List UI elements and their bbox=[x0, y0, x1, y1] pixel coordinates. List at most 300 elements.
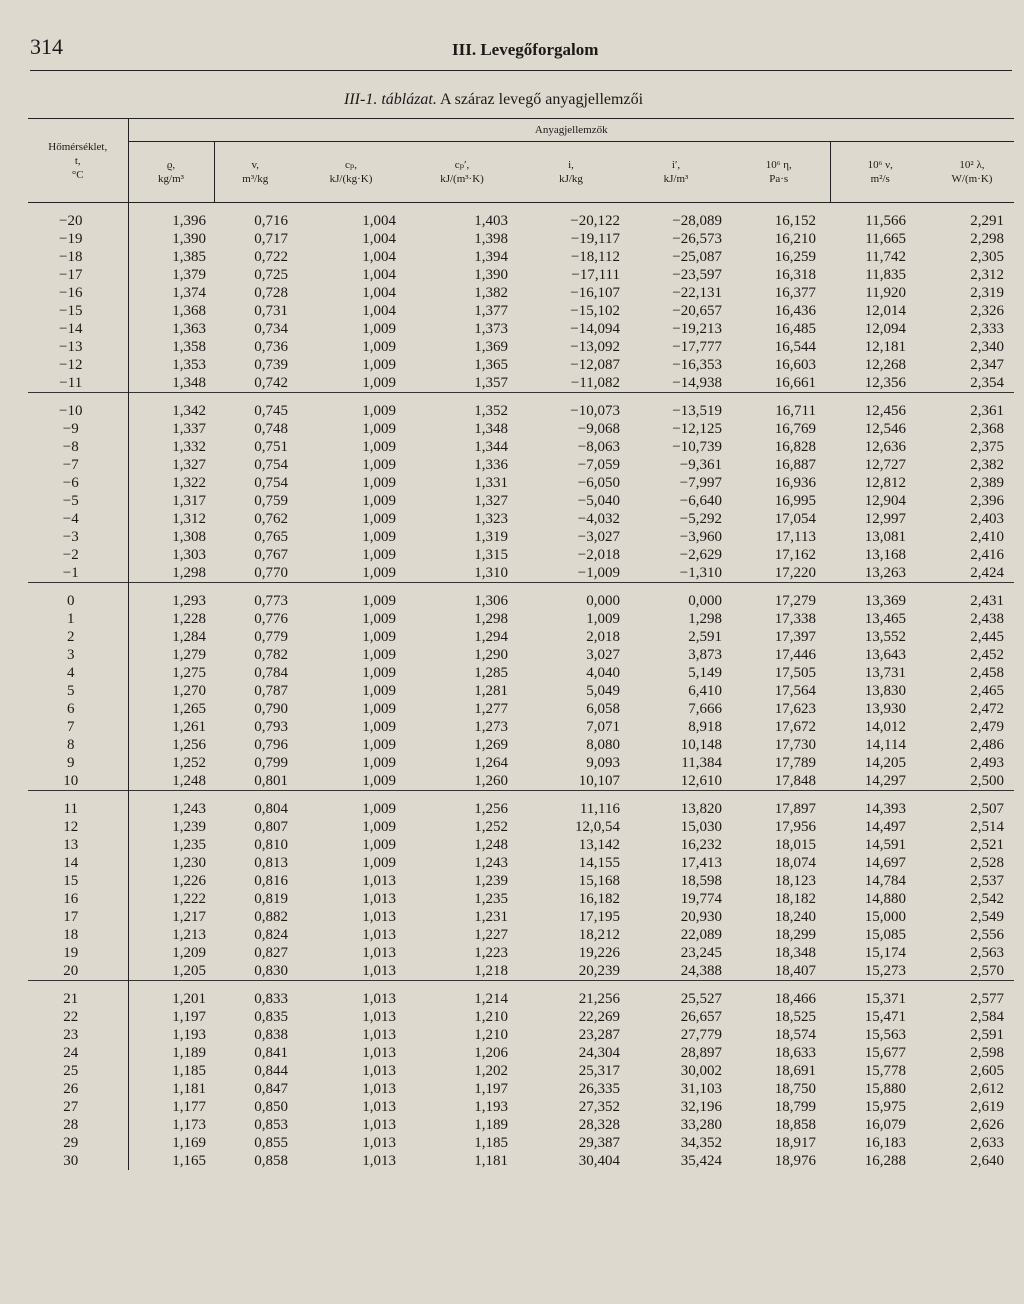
value-cell: −6,640 bbox=[679, 493, 722, 509]
value-cell: 17,564 bbox=[774, 683, 816, 699]
value-cell: 2,612 bbox=[970, 1081, 1004, 1097]
value-cell: 2,486 bbox=[970, 737, 1004, 753]
value-cell: 1,004 bbox=[362, 249, 396, 265]
value-cell: 1,327 bbox=[474, 493, 508, 509]
value-cell: 16,769 bbox=[774, 421, 816, 437]
value-cell: 18,598 bbox=[680, 873, 722, 889]
column-header bbox=[728, 142, 830, 203]
value-cell: 2,389 bbox=[970, 475, 1004, 491]
value-cell: 1,009 bbox=[362, 475, 396, 491]
value-cell: 0,748 bbox=[254, 421, 288, 437]
value-cell: 0,796 bbox=[254, 737, 288, 753]
table-row bbox=[28, 393, 1014, 421]
value-cell: −15,102 bbox=[570, 303, 620, 319]
value-cell: 15,273 bbox=[864, 963, 906, 979]
value-cell: 15,778 bbox=[864, 1063, 906, 1079]
value-cell: 1,009 bbox=[362, 321, 396, 337]
value-cell: 1,269 bbox=[474, 737, 508, 753]
value-cell: 4,040 bbox=[586, 665, 620, 681]
value-cell: 1,197 bbox=[474, 1081, 508, 1097]
temperature-cell: 18 bbox=[28, 926, 128, 944]
temperature-cell: 7 bbox=[28, 718, 128, 736]
value-cell: 16,887 bbox=[774, 457, 816, 473]
temperature-cell: −6 bbox=[28, 474, 128, 492]
table-row bbox=[28, 583, 1014, 611]
value-cell: −16,353 bbox=[672, 357, 722, 373]
value-cell: 25,527 bbox=[624, 981, 728, 1009]
value-cell: 16,183 bbox=[864, 1135, 906, 1151]
value-cell: 1,169 bbox=[172, 1135, 206, 1151]
value-cell: 15,677 bbox=[864, 1045, 906, 1061]
value-cell: 1,004 bbox=[362, 231, 396, 247]
temperature-cell: 12 bbox=[28, 818, 128, 836]
value-cell: 1,332 bbox=[172, 439, 206, 455]
value-cell: 1,009 bbox=[586, 611, 620, 627]
temperature-header-label: Hőmérséklet, bbox=[48, 140, 108, 153]
temperature-cell: 26 bbox=[28, 1080, 128, 1098]
value-cell: 0,807 bbox=[254, 819, 288, 835]
value-cell: 17,897 bbox=[728, 791, 830, 819]
value-cell: 1,277 bbox=[474, 701, 508, 717]
value-cell: 0,813 bbox=[254, 855, 288, 871]
temperature-cell: −2 bbox=[28, 546, 128, 564]
value-cell: −11,082 bbox=[570, 375, 620, 391]
value-cell: 1,317 bbox=[172, 493, 206, 509]
value-cell: 16,318 bbox=[774, 267, 816, 283]
table-row bbox=[28, 474, 1014, 492]
value-cell: 1,294 bbox=[474, 629, 508, 645]
value-cell: 2,465 bbox=[970, 683, 1004, 699]
value-cell: 13,731 bbox=[864, 665, 906, 681]
value-cell: 0,754 bbox=[254, 475, 288, 491]
value-cell: 1,218 bbox=[474, 963, 508, 979]
table-container bbox=[28, 118, 1024, 1170]
value-cell: −26,573 bbox=[672, 231, 722, 247]
value-cell: 2,619 bbox=[970, 1099, 1004, 1115]
value-cell: −25,087 bbox=[672, 249, 722, 265]
value-cell: 13,168 bbox=[864, 547, 906, 563]
value-cell: 0,779 bbox=[254, 629, 288, 645]
value-cell: −13,519 bbox=[624, 393, 728, 421]
value-cell: 12,546 bbox=[864, 421, 906, 437]
value-cell: 1,013 bbox=[362, 891, 396, 907]
value-cell: 16,936 bbox=[774, 475, 816, 491]
value-cell: 17,956 bbox=[774, 819, 816, 835]
value-cell: 0,751 bbox=[254, 439, 288, 455]
value-cell: −1,310 bbox=[679, 565, 722, 581]
column-unit: kJ/kg bbox=[559, 173, 583, 185]
temperature-cell: −11 bbox=[28, 374, 128, 393]
value-cell: 1,009 bbox=[296, 393, 406, 421]
temperature-cell: −20 bbox=[28, 203, 128, 231]
value-cell: 1,009 bbox=[362, 493, 396, 509]
value-cell: 2,375 bbox=[970, 439, 1004, 455]
temperature-cell: −3 bbox=[28, 528, 128, 546]
table-row bbox=[28, 754, 1014, 772]
value-cell: 2,354 bbox=[970, 375, 1004, 391]
value-cell: −12,087 bbox=[570, 357, 620, 373]
value-cell: 15,174 bbox=[864, 945, 906, 961]
temperature-cell: 22 bbox=[28, 1008, 128, 1026]
table-row bbox=[28, 836, 1014, 854]
page-number: 314 bbox=[30, 34, 63, 59]
table-row bbox=[28, 456, 1014, 474]
value-cell: 22,269 bbox=[578, 1009, 620, 1025]
value-cell: −10,073 bbox=[518, 393, 624, 421]
table-row bbox=[28, 564, 1014, 583]
value-cell: 0,844 bbox=[254, 1063, 288, 1079]
value-cell: 1,235 bbox=[474, 891, 508, 907]
value-cell: 2,382 bbox=[970, 457, 1004, 473]
value-cell: 0,782 bbox=[254, 647, 288, 663]
value-cell: 0,725 bbox=[254, 267, 288, 283]
value-cell: 28,897 bbox=[680, 1045, 722, 1061]
value-cell: 19,226 bbox=[578, 945, 620, 961]
value-cell: 18,976 bbox=[774, 1153, 816, 1169]
value-cell: 12,014 bbox=[864, 303, 906, 319]
value-cell: 1,013 bbox=[362, 945, 396, 961]
table-row bbox=[28, 248, 1014, 266]
value-cell: 2,591 bbox=[970, 1027, 1004, 1043]
value-cell: 1,264 bbox=[474, 755, 508, 771]
table-row bbox=[28, 438, 1014, 456]
value-cell: 1,009 bbox=[362, 421, 396, 437]
temperature-cell: 21 bbox=[28, 981, 128, 1009]
value-cell: 2,570 bbox=[970, 963, 1004, 979]
value-cell: 17,397 bbox=[774, 629, 816, 645]
value-cell: −19,117 bbox=[570, 231, 620, 247]
value-cell: −14,938 bbox=[672, 375, 722, 391]
value-cell: 1,230 bbox=[172, 855, 206, 871]
value-cell: 1,165 bbox=[172, 1153, 206, 1169]
value-cell: −5,292 bbox=[679, 511, 722, 527]
value-cell: −20,122 bbox=[570, 213, 620, 229]
value-cell: 27,352 bbox=[578, 1099, 620, 1115]
value-cell: 2,542 bbox=[970, 891, 1004, 907]
value-cell: 1,390 bbox=[172, 231, 206, 247]
value-cell: 1,004 bbox=[362, 285, 396, 301]
value-cell: 1,009 bbox=[362, 565, 396, 581]
value-cell: 13,263 bbox=[864, 565, 906, 581]
value-cell: 13,369 bbox=[830, 583, 930, 611]
value-cell: 0,787 bbox=[254, 683, 288, 699]
value-cell: −9,068 bbox=[577, 421, 620, 437]
value-cell: 17,789 bbox=[774, 755, 816, 771]
value-cell: 12,0,54 bbox=[575, 819, 620, 835]
table-row bbox=[28, 284, 1014, 302]
value-cell: 0,716 bbox=[254, 213, 288, 229]
value-cell: 1,331 bbox=[474, 475, 508, 491]
value-cell: 1,228 bbox=[172, 611, 206, 627]
value-cell: 2,361 bbox=[930, 393, 1014, 421]
value-cell: 11,742 bbox=[865, 249, 906, 265]
value-cell: 2,507 bbox=[930, 791, 1014, 819]
value-cell: 16,232 bbox=[680, 837, 722, 853]
value-cell: 1,223 bbox=[474, 945, 508, 961]
table-row bbox=[28, 926, 1014, 944]
value-cell: 18,407 bbox=[774, 963, 816, 979]
temperature-cell: 5 bbox=[28, 682, 128, 700]
value-cell: 18,348 bbox=[774, 945, 816, 961]
value-cell: 11,665 bbox=[865, 231, 906, 247]
table-row bbox=[28, 718, 1014, 736]
value-cell: 17,195 bbox=[578, 909, 620, 925]
column-header bbox=[406, 142, 518, 203]
value-cell: 17,054 bbox=[774, 511, 816, 527]
value-cell: 12,181 bbox=[864, 339, 906, 355]
temperature-cell: −7 bbox=[28, 456, 128, 474]
value-cell: 0,728 bbox=[254, 285, 288, 301]
value-cell: 13,820 bbox=[624, 791, 728, 819]
value-cell: −18,112 bbox=[570, 249, 620, 265]
value-cell: 1,210 bbox=[474, 1009, 508, 1025]
value-cell: 18,917 bbox=[774, 1135, 816, 1151]
value-cell: 13,830 bbox=[864, 683, 906, 699]
air-properties-table bbox=[28, 118, 1014, 1170]
value-cell: 1,222 bbox=[172, 891, 206, 907]
value-cell: 16,079 bbox=[864, 1117, 906, 1133]
value-cell: 13,142 bbox=[578, 837, 620, 853]
value-cell: 0,767 bbox=[254, 547, 288, 563]
value-cell: 1,298 bbox=[172, 565, 206, 581]
value-cell: 1,009 bbox=[362, 701, 396, 717]
value-cell: 18,015 bbox=[774, 837, 816, 853]
value-cell: 1,363 bbox=[172, 321, 206, 337]
value-cell: 5,149 bbox=[688, 665, 722, 681]
value-cell: 17,162 bbox=[774, 547, 816, 563]
value-cell: 0,770 bbox=[254, 565, 288, 581]
value-cell: 0,000 bbox=[624, 583, 728, 611]
value-cell: 2,493 bbox=[970, 755, 1004, 771]
value-cell: 17,113 bbox=[775, 529, 816, 545]
value-cell: 2,305 bbox=[970, 249, 1004, 265]
value-cell: 1,009 bbox=[362, 837, 396, 853]
column-unit: Pa·s bbox=[769, 173, 789, 185]
value-cell: 1,009 bbox=[362, 683, 396, 699]
value-cell: 2,438 bbox=[970, 611, 1004, 627]
value-cell: 20,239 bbox=[578, 963, 620, 979]
value-cell: 1,398 bbox=[474, 231, 508, 247]
value-cell: 1,310 bbox=[474, 565, 508, 581]
value-cell: 1,206 bbox=[474, 1045, 508, 1061]
value-cell: 0,717 bbox=[254, 231, 288, 247]
value-cell: 1,231 bbox=[474, 909, 508, 925]
value-cell: 22,089 bbox=[680, 927, 722, 943]
value-cell: 1,252 bbox=[172, 755, 206, 771]
value-cell: 30,002 bbox=[680, 1063, 722, 1079]
value-cell: 1,004 bbox=[362, 213, 396, 229]
temperature-cell: 23 bbox=[28, 1026, 128, 1044]
temperature-cell: −15 bbox=[28, 302, 128, 320]
table-row bbox=[28, 420, 1014, 438]
table-row bbox=[28, 1152, 1014, 1170]
value-cell: 2,403 bbox=[970, 511, 1004, 527]
value-cell: 18,691 bbox=[774, 1063, 816, 1079]
table-row bbox=[28, 962, 1014, 981]
temperature-cell: 1 bbox=[28, 610, 128, 628]
value-cell: 2,347 bbox=[970, 357, 1004, 373]
column-unit: m²/s bbox=[870, 173, 890, 185]
value-cell: 1,374 bbox=[172, 285, 206, 301]
value-cell: 2,298 bbox=[970, 231, 1004, 247]
value-cell: 2,458 bbox=[970, 665, 1004, 681]
column-symbol: ϱ, bbox=[166, 159, 176, 171]
value-cell: 1,009 bbox=[362, 737, 396, 753]
value-cell: 1,181 bbox=[474, 1153, 508, 1169]
temperature-cell: −17 bbox=[28, 266, 128, 284]
value-cell: 1,013 bbox=[362, 963, 396, 979]
temperature-cell: −16 bbox=[28, 284, 128, 302]
value-cell: 1,009 bbox=[362, 547, 396, 563]
value-cell: 1,009 bbox=[362, 773, 396, 789]
table-row bbox=[28, 944, 1014, 962]
value-cell: 2,479 bbox=[970, 719, 1004, 735]
temperature-cell: 27 bbox=[28, 1098, 128, 1116]
value-cell: 1,353 bbox=[172, 357, 206, 373]
temperature-header bbox=[28, 119, 128, 203]
value-cell: 12,610 bbox=[680, 773, 722, 789]
value-cell: 2,640 bbox=[970, 1153, 1004, 1169]
value-cell: 12,356 bbox=[864, 375, 906, 391]
value-cell: 14,880 bbox=[864, 891, 906, 907]
value-cell: 1,009 bbox=[362, 719, 396, 735]
value-cell: 16,995 bbox=[774, 493, 816, 509]
value-cell: 17,279 bbox=[728, 583, 830, 611]
column-unit: kJ/(m³·K) bbox=[440, 173, 484, 185]
value-cell: 12,727 bbox=[864, 457, 906, 473]
value-cell: 1,205 bbox=[172, 963, 206, 979]
column-unit: kJ/(kg·K) bbox=[329, 173, 373, 185]
value-cell: 1,293 bbox=[128, 583, 214, 611]
value-cell: 1,403 bbox=[474, 213, 508, 229]
table-row bbox=[28, 682, 1014, 700]
value-cell: 2,528 bbox=[970, 855, 1004, 871]
table-row bbox=[28, 1134, 1014, 1152]
value-cell: 0,734 bbox=[254, 321, 288, 337]
value-cell: 24,388 bbox=[680, 963, 722, 979]
table-row bbox=[28, 1008, 1014, 1026]
value-cell: 2,396 bbox=[970, 493, 1004, 509]
temperature-header-unit: °C bbox=[71, 168, 84, 181]
value-cell: 30,404 bbox=[578, 1153, 620, 1169]
value-cell: 18,574 bbox=[774, 1027, 816, 1043]
value-cell: 18,212 bbox=[578, 927, 620, 943]
value-cell: 14,497 bbox=[864, 819, 906, 835]
value-cell: 14,155 bbox=[578, 855, 620, 871]
value-cell: 13,465 bbox=[864, 611, 906, 627]
value-cell: 1,013 bbox=[296, 981, 406, 1009]
value-cell: 10,148 bbox=[680, 737, 722, 753]
value-cell: 23,245 bbox=[680, 945, 722, 961]
value-cell: 1,248 bbox=[172, 773, 206, 789]
value-cell: 0,799 bbox=[254, 755, 288, 771]
value-cell: 1,322 bbox=[172, 475, 206, 491]
value-cell: 26,657 bbox=[680, 1009, 722, 1025]
column-unit: m³/kg bbox=[242, 173, 269, 185]
value-cell: 0,722 bbox=[254, 249, 288, 265]
value-cell: 14,012 bbox=[864, 719, 906, 735]
value-cell: 1,013 bbox=[362, 909, 396, 925]
value-cell: 1,243 bbox=[474, 855, 508, 871]
value-cell: 17,672 bbox=[774, 719, 816, 735]
value-cell: 1,185 bbox=[474, 1135, 508, 1151]
value-cell: 1,009 bbox=[362, 457, 396, 473]
value-cell: 6,410 bbox=[688, 683, 722, 699]
value-cell: 20,930 bbox=[680, 909, 722, 925]
value-cell: 1,209 bbox=[172, 945, 206, 961]
value-cell: 15,563 bbox=[864, 1027, 906, 1043]
value-cell: 24,304 bbox=[578, 1045, 620, 1061]
table-row bbox=[28, 492, 1014, 510]
value-cell: 0,731 bbox=[254, 303, 288, 319]
column-header-row bbox=[28, 142, 1014, 203]
temperature-header-symbol: t, bbox=[74, 154, 81, 167]
value-cell: 1,013 bbox=[362, 1117, 396, 1133]
value-cell: 3,873 bbox=[688, 647, 722, 663]
temperature-cell: 16 bbox=[28, 890, 128, 908]
value-cell: −16,107 bbox=[570, 285, 620, 301]
value-cell: 1,009 bbox=[362, 855, 396, 871]
value-cell: 0,810 bbox=[254, 837, 288, 853]
value-cell: −17,777 bbox=[672, 339, 722, 355]
value-cell: 0,824 bbox=[254, 927, 288, 943]
value-cell: 0,765 bbox=[254, 529, 288, 545]
value-cell: 10,107 bbox=[578, 773, 620, 789]
value-cell: 1,013 bbox=[362, 927, 396, 943]
value-cell: 1,214 bbox=[406, 981, 518, 1009]
table-row bbox=[28, 510, 1014, 528]
value-cell: −4,032 bbox=[577, 511, 620, 527]
value-cell: 1,368 bbox=[172, 303, 206, 319]
value-cell: 0,745 bbox=[214, 393, 296, 421]
value-cell: 1,009 bbox=[362, 339, 396, 355]
value-cell: 1,270 bbox=[172, 683, 206, 699]
column-symbol: 10⁶ η, bbox=[765, 159, 792, 171]
value-cell: 2,556 bbox=[970, 927, 1004, 943]
value-cell: 19,774 bbox=[680, 891, 722, 907]
value-cell: 0,835 bbox=[254, 1009, 288, 1025]
value-cell: 0,847 bbox=[254, 1081, 288, 1097]
value-cell: 12,094 bbox=[864, 321, 906, 337]
value-cell: 17,505 bbox=[774, 665, 816, 681]
value-cell: 1,279 bbox=[172, 647, 206, 663]
table-row bbox=[28, 1098, 1014, 1116]
value-cell: 14,297 bbox=[864, 773, 906, 789]
temperature-cell: −1 bbox=[28, 564, 128, 583]
temperature-cell: −12 bbox=[28, 356, 128, 374]
value-cell: 1,390 bbox=[474, 267, 508, 283]
table-number: III-1. táblázat. bbox=[344, 91, 437, 108]
value-cell: 1,323 bbox=[474, 511, 508, 527]
value-cell: 18,858 bbox=[774, 1117, 816, 1133]
value-cell: 33,280 bbox=[680, 1117, 722, 1133]
value-cell: −6,050 bbox=[577, 475, 620, 491]
column-unit: kJ/m³ bbox=[663, 173, 689, 185]
value-cell: 2,340 bbox=[970, 339, 1004, 355]
value-cell: 12,268 bbox=[864, 357, 906, 373]
value-cell: 21,256 bbox=[518, 981, 624, 1009]
value-cell: 14,114 bbox=[865, 737, 906, 753]
value-cell: 1,009 bbox=[362, 511, 396, 527]
table-row bbox=[28, 628, 1014, 646]
table-row bbox=[28, 528, 1014, 546]
temperature-cell: −8 bbox=[28, 438, 128, 456]
value-cell: 15,030 bbox=[680, 819, 722, 835]
running-head: III. Levegőforgalom bbox=[452, 40, 599, 59]
temperature-cell: 19 bbox=[28, 944, 128, 962]
temperature-cell: 8 bbox=[28, 736, 128, 754]
temperature-cell: 10 bbox=[28, 772, 128, 791]
